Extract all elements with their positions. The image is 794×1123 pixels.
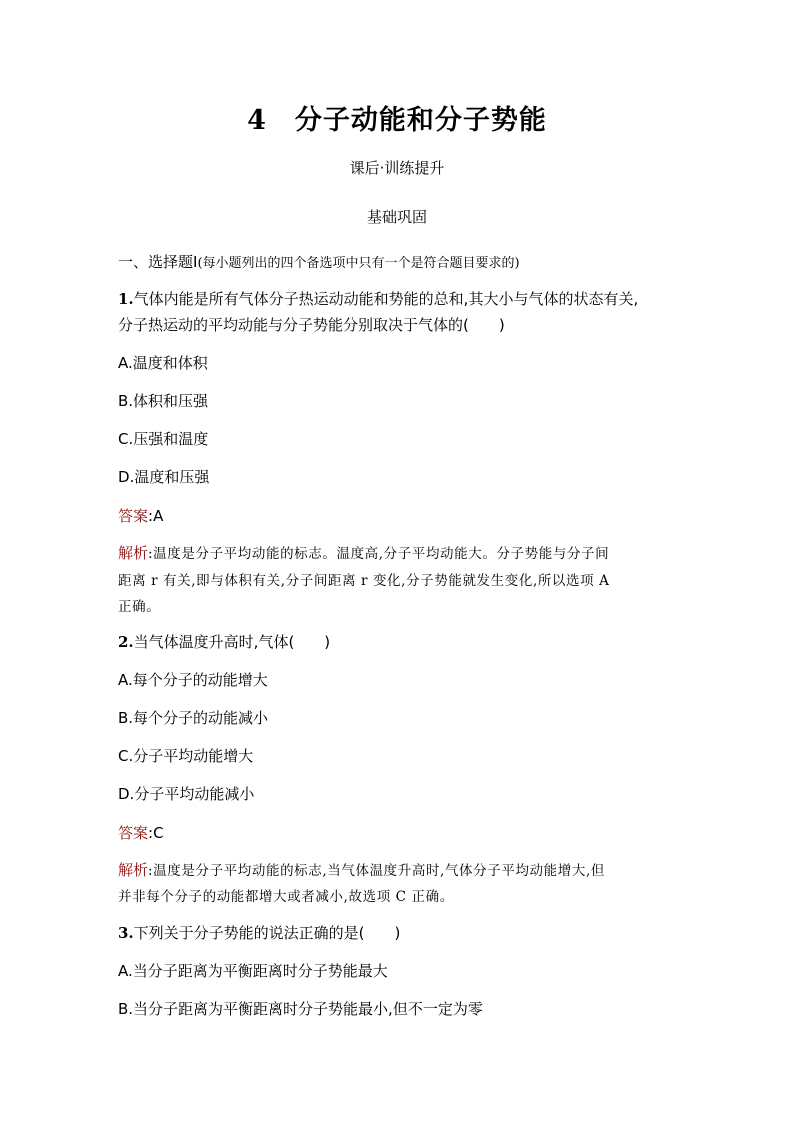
question-number: 3.: [118, 924, 134, 942]
question-2-stem: [118, 631, 330, 652]
question-2-analysis-line1: [118, 859, 605, 880]
separator: :: [148, 546, 154, 562]
analysis-text: 温度是分子平均动能的标志,当气体温度升高时,气体分子平均动能增大,但: [153, 863, 605, 879]
question-1-answer: [118, 505, 163, 526]
question-2-answer: [118, 822, 164, 843]
analysis-label: 解析: [118, 861, 149, 879]
answer-label: 答案: [118, 507, 149, 525]
question-1-option-b: B.体积和压强: [118, 392, 209, 410]
question-1-analysis-line3: 正确。: [118, 599, 161, 615]
question-2-option-c: C.分子平均动能增大: [118, 747, 254, 765]
part-heading-note: (每小题列出的四个备选项中只有一个是符合题目要求的): [197, 256, 520, 271]
analysis-text: 温度是分子平均动能的标志。温度高,分子平均动能大。分子势能与分子间: [153, 546, 610, 562]
part-heading: [118, 251, 520, 272]
question-1-option-c: C.压强和温度: [118, 430, 209, 448]
question-1-stem-line2: 分子热运动的平均动能与分子势能分别取决于气体的( ): [118, 316, 505, 334]
title-text: 分子动能和分子势能: [294, 105, 547, 136]
separator: :: [148, 507, 154, 525]
answer-label: 答案: [118, 824, 149, 842]
question-2-option-d: D.分子平均动能减小: [118, 785, 255, 803]
question-3-option-b: B.当分子距离为平衡距离时分子势能最小,但不一定为零: [118, 1000, 483, 1018]
question-number: 1.: [118, 290, 134, 308]
page-title: [0, 98, 794, 137]
section-heading: 基础巩固: [366, 208, 427, 226]
question-3-option-a: A.当分子距离为平衡距离时分子势能最大: [118, 962, 388, 980]
separator: :: [148, 863, 154, 879]
question-1-option-a: A.温度和体积: [118, 354, 208, 372]
answer-value: C: [153, 824, 164, 842]
question-1-analysis-line2: 距离 r 有关,即与体积有关,分子间距离 r 变化,分子势能就发生变化,所以选项 A: [118, 573, 610, 589]
question-number: 2.: [118, 633, 134, 651]
analysis-label: 解析: [118, 544, 149, 562]
question-1-option-d: D.温度和压强: [118, 468, 210, 486]
question-3-stem: [118, 922, 400, 943]
title-number: 4: [247, 105, 267, 136]
question-2-option-b: B.每个分子的动能减小: [118, 709, 269, 727]
question-text: 气体内能是所有气体分子热运动动能和势能的总和,其大小与气体的状态有关,: [133, 290, 639, 308]
question-text: 当气体温度升高时,气体( ): [133, 633, 331, 651]
part-heading-text: 一、选择题Ⅰ: [118, 253, 198, 271]
subtitle: 课后·训练提升: [349, 159, 445, 177]
question-text: 下列关于分子势能的说法正确的是( ): [133, 924, 401, 942]
question-1-stem-line1: [118, 288, 638, 309]
question-2-analysis-line2: 并非每个分子的动能都增大或者减小,故选项 C 正确。: [118, 889, 454, 905]
separator: :: [148, 824, 154, 842]
answer-value: A: [153, 507, 164, 525]
question-2-option-a: A.每个分子的动能增大: [118, 671, 268, 689]
question-1-analysis-line1: [118, 542, 609, 563]
